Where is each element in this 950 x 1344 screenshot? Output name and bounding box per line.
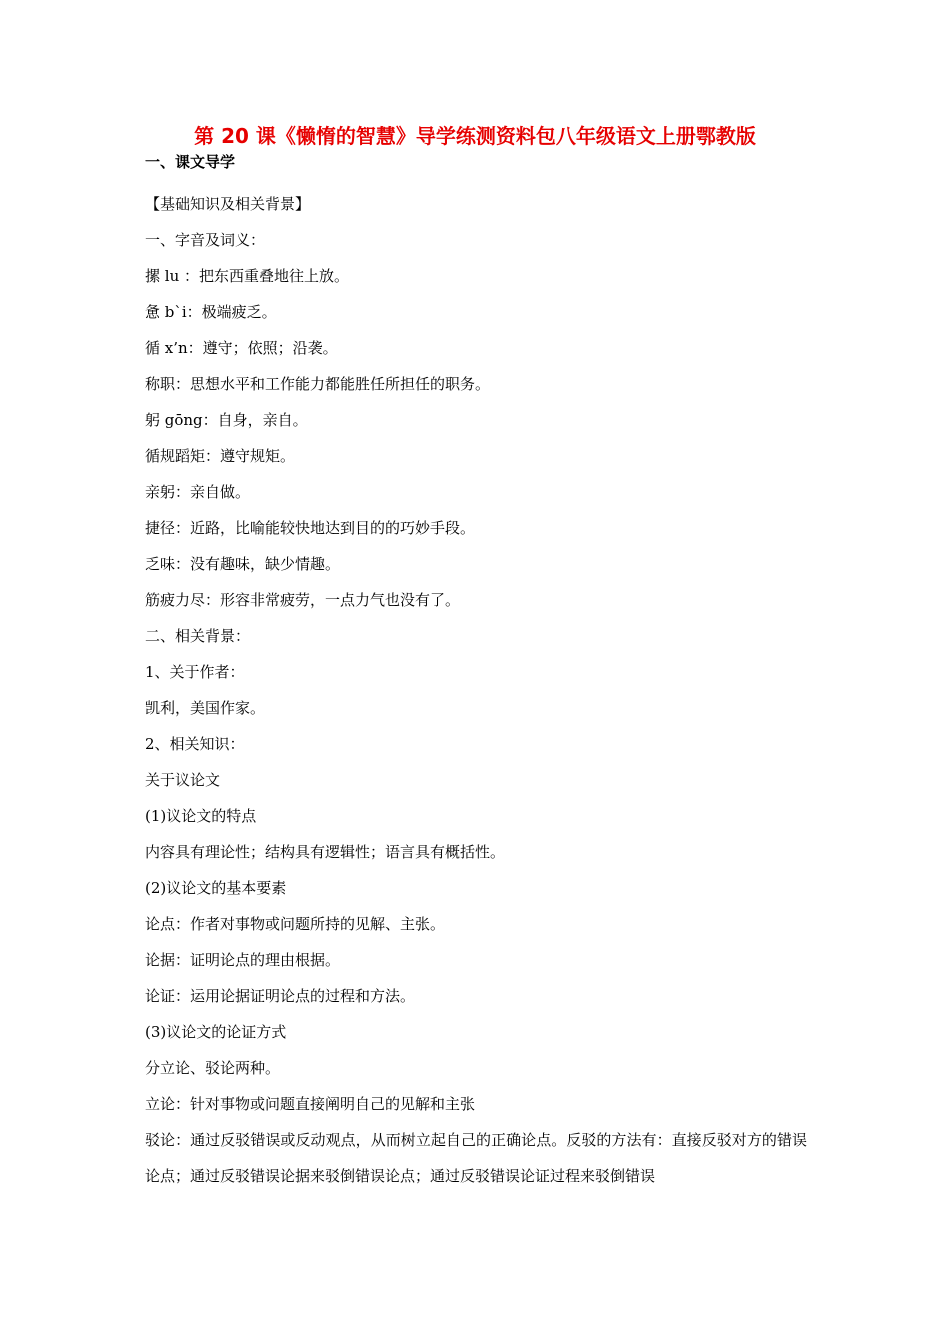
text-line: (1)议论文的特点 bbox=[145, 807, 257, 825]
text-line: 【基础知识及相关背景】 bbox=[145, 195, 311, 213]
text-line: 乏味：没有趣味，缺少情趣。 bbox=[145, 555, 341, 573]
text-line: 凯利，美国作家。 bbox=[145, 699, 266, 717]
text-line: 论据：证明论点的理由根据。 bbox=[145, 951, 341, 969]
document-body bbox=[145, 186, 810, 1194]
text-line: 关于议论文 bbox=[145, 771, 221, 789]
text-line: 立论：针对事物或问题直接阐明自己的见解和主张 bbox=[145, 1095, 476, 1113]
text-paragraph: 驳论：通过反驳错误或反动观点，从而树立起自己的正确论点。反驳的方法有：直接反驳对方的错误论点；通过反驳错误论据来驳倒错误论点；通过反驳错误论证过程来驳倒错误 bbox=[145, 1131, 807, 1185]
text-line: 躬 gōng：自身，亲自。 bbox=[145, 411, 308, 429]
text-line: 亲躬：亲自做。 bbox=[145, 483, 251, 501]
text-line: 二、相关背景： bbox=[145, 627, 251, 645]
text-line: 筋疲力尽：形容非常疲劳，一点力气也没有了。 bbox=[145, 591, 461, 609]
text-line: 论证：运用论据证明论点的过程和方法。 bbox=[145, 987, 416, 1005]
section-heading: 一、课文导学 bbox=[145, 153, 236, 171]
document-title: 第 20 课《懒惰的智慧》导学练测资料包八年级语文上册鄂教版 bbox=[194, 124, 756, 148]
text-line: 一、字音及词义： bbox=[145, 231, 266, 249]
text-line: (2)议论文的基本要素 bbox=[145, 879, 287, 897]
text-line: 分立论、驳论两种。 bbox=[145, 1059, 281, 1077]
text-line: 循 x’n：遵守；依照；沿袭。 bbox=[145, 339, 338, 357]
text-line: 1、关于作者： bbox=[145, 663, 245, 681]
text-line: (3)议论文的论证方式 bbox=[145, 1023, 287, 1041]
text-line: 论点：作者对事物或问题所持的见解、主张。 bbox=[145, 915, 446, 933]
text-line: 循规蹈矩：遵守规矩。 bbox=[145, 447, 296, 465]
text-line: 内容具有理论性；结构具有逻辑性；语言具有概括性。 bbox=[145, 843, 506, 861]
text-line: 2、相关知识： bbox=[145, 735, 245, 753]
text-line: 摞 lu ：把东西重叠地往上放。 bbox=[145, 267, 349, 285]
text-line: 惫 bˋi：极端疲乏。 bbox=[145, 303, 277, 321]
text-line: 称职：思想水平和工作能力都能胜任所担任的职务。 bbox=[145, 375, 491, 393]
text-line: 捷径：近路，比喻能较快地达到目的的巧妙手段。 bbox=[145, 519, 476, 537]
